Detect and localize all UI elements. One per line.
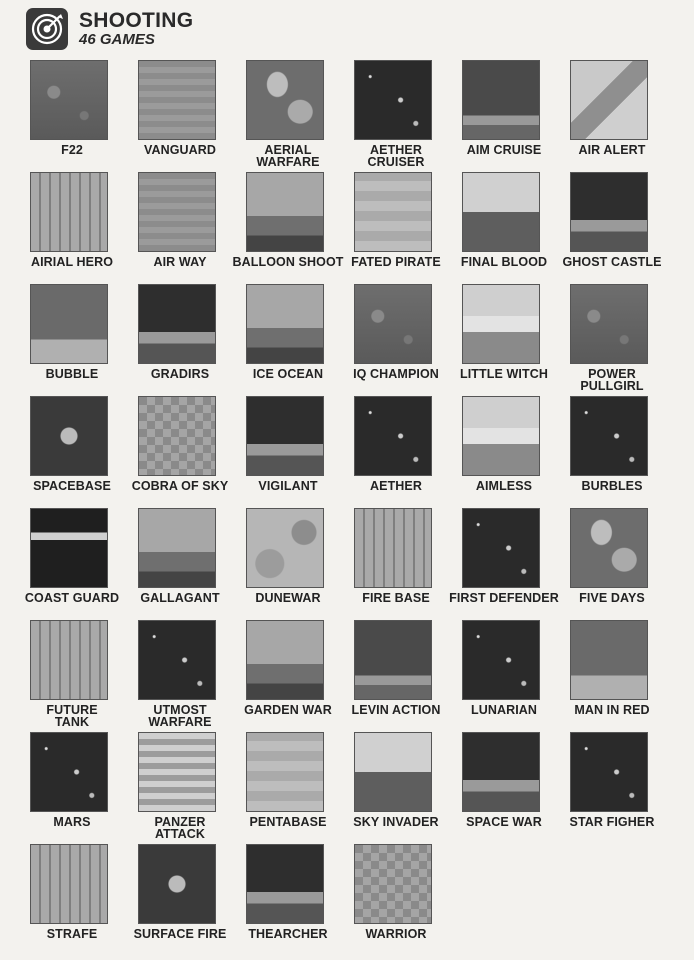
game-name: POWER PULLGIRL bbox=[580, 367, 644, 393]
game-tile[interactable] bbox=[18, 508, 126, 620]
game-tile[interactable] bbox=[558, 172, 666, 284]
game-name: ICE OCEAN bbox=[252, 367, 324, 381]
game-name: FUTURE TANK bbox=[46, 703, 98, 729]
game-tile[interactable] bbox=[450, 732, 558, 844]
game-thumbnail bbox=[138, 284, 216, 364]
game-name: THEARCHER bbox=[248, 927, 328, 941]
game-name: AERIAL WARFARE bbox=[256, 143, 320, 169]
game-thumbnail bbox=[354, 172, 432, 252]
game-thumbnail bbox=[570, 732, 648, 812]
game-tile[interactable] bbox=[450, 172, 558, 284]
game-thumbnail bbox=[570, 396, 648, 476]
game-tile[interactable] bbox=[126, 396, 234, 508]
game-thumbnail bbox=[30, 172, 108, 252]
game-tile[interactable] bbox=[126, 620, 234, 732]
game-tile[interactable] bbox=[342, 284, 450, 396]
game-thumbnail bbox=[570, 172, 648, 252]
game-name: FIRST DEFENDER bbox=[449, 591, 559, 605]
game-tile[interactable] bbox=[18, 172, 126, 284]
game-tile[interactable] bbox=[558, 396, 666, 508]
game-thumbnail bbox=[354, 844, 432, 924]
section-header bbox=[26, 6, 193, 52]
game-tile[interactable] bbox=[126, 844, 234, 956]
game-thumbnail bbox=[462, 620, 540, 700]
game-tile[interactable] bbox=[18, 284, 126, 396]
game-tile[interactable] bbox=[126, 508, 234, 620]
game-thumbnail bbox=[30, 60, 108, 140]
game-thumbnail bbox=[354, 60, 432, 140]
game-name: FIRE BASE bbox=[362, 591, 430, 605]
game-thumbnail bbox=[462, 172, 540, 252]
game-thumbnail bbox=[246, 284, 324, 364]
game-name: GALLAGANT bbox=[140, 591, 220, 605]
game-tile[interactable] bbox=[342, 60, 450, 172]
game-thumbnail bbox=[30, 620, 108, 700]
game-tile[interactable] bbox=[342, 508, 450, 620]
game-thumbnail bbox=[462, 396, 540, 476]
game-thumbnail bbox=[462, 508, 540, 588]
game-name: AIM CRUISE bbox=[466, 143, 542, 157]
game-name: IQ CHAMPION bbox=[353, 367, 439, 381]
game-tile[interactable] bbox=[558, 508, 666, 620]
game-name: VANGUARD bbox=[143, 143, 217, 157]
game-name: AIRIAL HERO bbox=[30, 255, 114, 269]
game-tile[interactable] bbox=[558, 60, 666, 172]
game-name: SPACE WAR bbox=[466, 815, 542, 829]
game-name: FINAL BLOOD bbox=[460, 255, 548, 269]
game-tile[interactable] bbox=[18, 620, 126, 732]
game-tile[interactable] bbox=[126, 284, 234, 396]
game-thumbnail bbox=[246, 508, 324, 588]
game-thumbnail bbox=[246, 60, 324, 140]
game-name: AIMLESS bbox=[475, 479, 533, 493]
game-name: FIVE DAYS bbox=[579, 591, 645, 605]
game-tile[interactable] bbox=[234, 508, 342, 620]
game-thumbnail bbox=[354, 620, 432, 700]
game-tile[interactable] bbox=[450, 284, 558, 396]
game-tile[interactable] bbox=[342, 396, 450, 508]
games-grid bbox=[18, 60, 668, 956]
game-name: GARDEN WAR bbox=[244, 703, 332, 717]
game-thumbnail bbox=[30, 844, 108, 924]
game-name: SPACEBASE bbox=[33, 479, 111, 493]
game-name: LEVIN ACTION bbox=[351, 703, 441, 717]
game-thumbnail bbox=[246, 172, 324, 252]
game-tile[interactable] bbox=[450, 396, 558, 508]
game-thumbnail bbox=[570, 620, 648, 700]
game-tile[interactable] bbox=[18, 732, 126, 844]
target-icon bbox=[26, 8, 68, 50]
game-name: AIR ALERT bbox=[578, 143, 646, 157]
game-tile[interactable] bbox=[18, 396, 126, 508]
game-thumbnail bbox=[138, 620, 216, 700]
game-tile[interactable] bbox=[558, 732, 666, 844]
game-name: MARS bbox=[53, 815, 91, 829]
game-count: 46 GAMES bbox=[79, 31, 155, 48]
game-name: GHOST CASTLE bbox=[562, 255, 662, 269]
game-thumbnail bbox=[354, 284, 432, 364]
game-tile[interactable] bbox=[342, 732, 450, 844]
game-name: FATED PIRATE bbox=[351, 255, 441, 269]
game-thumbnail bbox=[138, 60, 216, 140]
game-name: DUNEWAR bbox=[255, 591, 321, 605]
game-name: SURFACE FIRE bbox=[133, 927, 227, 941]
game-name: COBRA OF SKY bbox=[131, 479, 229, 493]
game-thumbnail bbox=[246, 844, 324, 924]
game-tile[interactable] bbox=[450, 508, 558, 620]
game-name: STAR FIGHER bbox=[569, 815, 655, 829]
game-tile[interactable] bbox=[126, 60, 234, 172]
game-tile[interactable] bbox=[234, 172, 342, 284]
game-tile[interactable] bbox=[342, 844, 450, 956]
game-tile[interactable] bbox=[234, 620, 342, 732]
game-name: BALLOON SHOOT bbox=[232, 255, 344, 269]
game-thumbnail bbox=[30, 732, 108, 812]
game-thumbnail bbox=[30, 508, 108, 588]
section-title: SHOOTING bbox=[79, 9, 194, 32]
game-thumbnail bbox=[138, 508, 216, 588]
game-thumbnail bbox=[354, 508, 432, 588]
game-name: STRAFE bbox=[46, 927, 98, 941]
game-thumbnail bbox=[138, 844, 216, 924]
game-tile[interactable] bbox=[126, 172, 234, 284]
game-name: BURBLES bbox=[581, 479, 643, 493]
game-thumbnail bbox=[570, 508, 648, 588]
game-tile[interactable] bbox=[558, 620, 666, 732]
game-tile[interactable] bbox=[342, 172, 450, 284]
game-tile[interactable] bbox=[18, 60, 126, 172]
game-thumbnail bbox=[30, 396, 108, 476]
game-name: GRADIRS bbox=[150, 367, 210, 381]
game-tile[interactable] bbox=[234, 284, 342, 396]
game-tile[interactable] bbox=[234, 844, 342, 956]
game-name: LITTLE WITCH bbox=[460, 367, 548, 381]
game-thumbnail bbox=[570, 284, 648, 364]
game-name: COAST GUARD bbox=[24, 591, 120, 605]
game-name: AETHER CRUISER bbox=[367, 143, 425, 169]
game-tile[interactable] bbox=[126, 732, 234, 844]
game-name: SKY INVADER bbox=[353, 815, 439, 829]
game-tile[interactable] bbox=[234, 732, 342, 844]
game-thumbnail bbox=[354, 732, 432, 812]
game-name: MAN IN RED bbox=[574, 703, 650, 717]
game-name: WARRIOR bbox=[365, 927, 427, 941]
game-thumbnail bbox=[462, 60, 540, 140]
game-name: AETHER bbox=[370, 479, 422, 493]
game-thumbnail bbox=[138, 172, 216, 252]
game-name: VIGILANT bbox=[258, 479, 318, 493]
game-name: LUNARIAN bbox=[470, 703, 538, 717]
game-name: AIR WAY bbox=[153, 255, 207, 269]
game-name: PENTABASE bbox=[249, 815, 327, 829]
game-tile[interactable] bbox=[450, 620, 558, 732]
game-thumbnail bbox=[246, 396, 324, 476]
game-tile[interactable] bbox=[18, 844, 126, 956]
game-name: PANZER ATTACK bbox=[154, 815, 206, 841]
game-tile[interactable] bbox=[450, 60, 558, 172]
game-name: UTMOST WARFARE bbox=[148, 703, 212, 729]
game-thumbnail bbox=[570, 60, 648, 140]
game-name: F22 bbox=[61, 143, 83, 157]
game-thumbnail bbox=[138, 732, 216, 812]
game-tile[interactable] bbox=[234, 60, 342, 172]
game-thumbnail bbox=[30, 284, 108, 364]
game-thumbnail bbox=[138, 396, 216, 476]
game-name: BUBBLE bbox=[45, 367, 99, 381]
game-thumbnail bbox=[246, 732, 324, 812]
game-thumbnail bbox=[462, 732, 540, 812]
game-thumbnail bbox=[462, 284, 540, 364]
game-tile[interactable] bbox=[558, 284, 666, 396]
game-tile[interactable] bbox=[234, 396, 342, 508]
game-thumbnail bbox=[246, 620, 324, 700]
game-thumbnail bbox=[354, 396, 432, 476]
game-tile[interactable] bbox=[342, 620, 450, 732]
